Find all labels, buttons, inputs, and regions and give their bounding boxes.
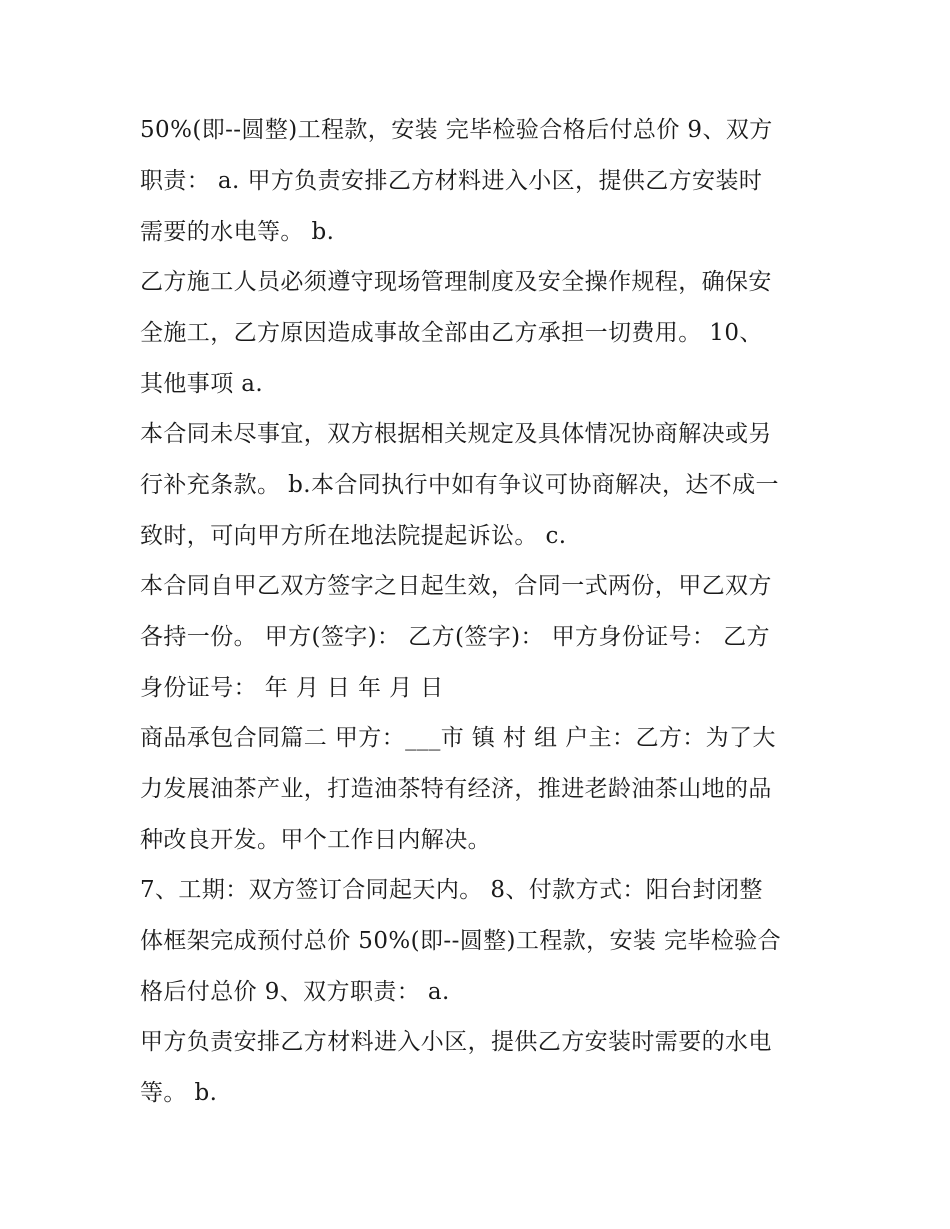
- paragraph-dispute-resolution: [140, 409, 820, 562]
- paragraph-party-a-duties: [140, 1017, 820, 1119]
- text-line: 职责： a. 甲方负责安排乙方材料进入小区，提供乙方安装时: [140, 168, 763, 194]
- text-line: 致时，可向甲方所在地法院提起诉讼。 c.: [140, 523, 567, 549]
- text-line: 格后付总价 9、双方职责： a.: [140, 979, 450, 1005]
- text-line: 本合同自甲乙双方签字之日起生效，合同一式两份，甲乙双方: [140, 573, 772, 599]
- paragraph-schedule-payment: [140, 865, 820, 1018]
- paragraph-contract-two-intro: [140, 713, 820, 866]
- text-line: 其他事项 a.: [140, 371, 264, 397]
- text-line: 本合同未尽事宜，双方根据相关规定及具体情况协商解决或另: [140, 421, 772, 447]
- text-line: 行补充条款。 b.本合同执行中如有争议可协商解决，达不成一: [140, 472, 779, 498]
- text-line: 体框架完成预付总价 50%(即--圆整)工程款，安装 完毕检验合: [140, 928, 782, 954]
- paragraph-payment-terms: [140, 105, 820, 258]
- text-line: 全施工，乙方原因造成事故全部由乙方承担一切费用。 10、: [140, 320, 763, 346]
- text-line: 7、工期：双方签订合同起天内。 8、付款方式：阳台封闭整: [140, 877, 763, 903]
- text-line: 50%(即--圆整)工程款，安装 完毕检验合格后付总价 9、双方: [140, 117, 773, 143]
- text-line: 种改良开发。甲个工作日内解决。: [140, 827, 491, 853]
- text-line: 商品承包合同篇二 甲方：___市 镇 村 组 户主：乙方：为了大: [140, 725, 776, 751]
- text-line: 等。 b.: [140, 1080, 218, 1106]
- text-line: 需要的水电等。 b.: [140, 219, 335, 245]
- paragraph-safety-rules: [140, 257, 820, 410]
- text-line: 各持一份。 甲方(签字)： 乙方(签字)： 甲方身份证号： 乙方: [140, 624, 770, 650]
- text-line: 身份证号： 年 月 日 年 月 日: [140, 675, 444, 701]
- paragraph-signatures: [140, 561, 820, 714]
- text-line: 乙方施工人员必须遵守现场管理制度及安全操作规程，确保安: [140, 269, 772, 295]
- text-line: 力发展油茶产业，打造油茶特有经济，推进老龄油茶山地的品: [140, 776, 772, 802]
- text-line: 甲方负责安排乙方材料进入小区，提供乙方安装时需要的水电: [140, 1029, 772, 1055]
